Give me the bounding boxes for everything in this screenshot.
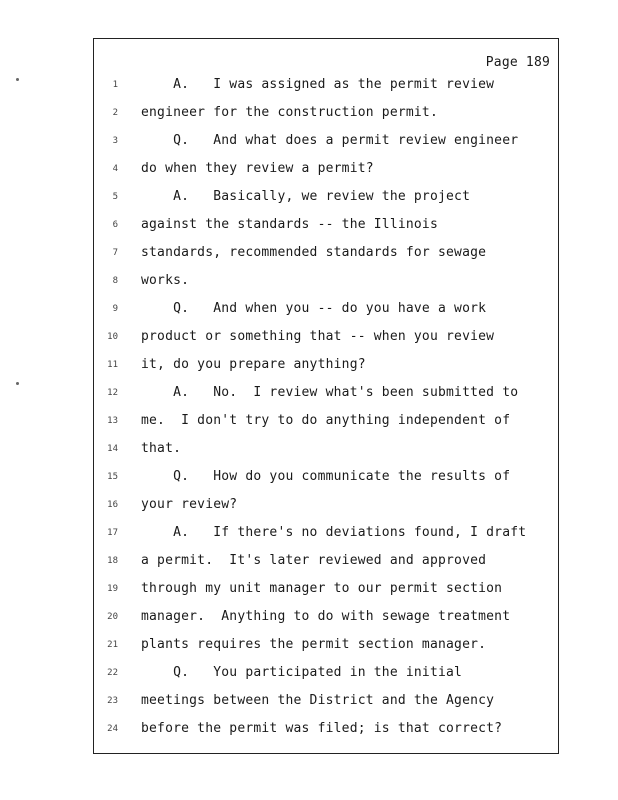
transcript-line xyxy=(94,467,558,487)
line-text: against the standards -- the Illinois xyxy=(141,217,438,232)
line-number: 4 xyxy=(112,164,118,174)
line-number: 18 xyxy=(107,556,118,566)
line-text: Q. You participated in the initial xyxy=(141,665,463,680)
line-text: that. xyxy=(141,441,182,456)
line-text: a permit. It's later reviewed and approved xyxy=(141,553,487,568)
line-number: 24 xyxy=(107,724,118,734)
transcript-line xyxy=(94,579,558,599)
line-number: 5 xyxy=(112,192,118,202)
transcript-line xyxy=(94,299,558,319)
line-text: Q. And when you -- do you have a work xyxy=(141,301,487,316)
line-text: A. I was assigned as the permit review xyxy=(141,77,495,92)
line-text: do when they review a permit? xyxy=(141,161,374,176)
line-text: A. Basically, we review the project xyxy=(141,189,471,204)
line-number: 23 xyxy=(107,696,118,706)
transcript-line xyxy=(94,691,558,711)
transcript-line xyxy=(94,663,558,683)
line-number: 6 xyxy=(112,220,118,230)
line-number: 17 xyxy=(107,528,118,538)
scan-mark xyxy=(16,78,19,81)
transcript-line xyxy=(94,439,558,459)
line-number: 2 xyxy=(112,108,118,118)
line-number: 22 xyxy=(107,668,118,678)
line-text: your review? xyxy=(141,497,238,512)
line-number: 1 xyxy=(112,80,118,90)
line-number: 11 xyxy=(107,360,118,370)
line-text: Q. How do you communicate the results of xyxy=(141,469,511,484)
transcript-line xyxy=(94,635,558,655)
line-text: me. I don't try to do anything independent of xyxy=(141,413,511,428)
line-text: meetings between the District and the Agency xyxy=(141,693,495,708)
line-text: A. If there's no deviations found, I draft xyxy=(141,525,527,540)
transcript-line xyxy=(94,383,558,403)
transcript-line xyxy=(94,495,558,515)
transcript-line xyxy=(94,159,558,179)
line-number: 12 xyxy=(107,388,118,398)
line-text: product or something that -- when you review xyxy=(141,329,495,344)
line-number: 19 xyxy=(107,584,118,594)
transcript-line xyxy=(94,75,558,95)
transcript-line xyxy=(94,271,558,291)
transcript-line xyxy=(94,411,558,431)
line-number: 10 xyxy=(107,332,118,342)
page-number: Page 189 xyxy=(485,55,550,70)
line-text: standards, recommended standards for sewage xyxy=(141,245,487,260)
line-number: 21 xyxy=(107,640,118,650)
line-text: A. No. I review what's been submitted to xyxy=(141,385,519,400)
transcript-line xyxy=(94,131,558,151)
line-number: 9 xyxy=(112,304,118,314)
transcript-line xyxy=(94,355,558,375)
line-text: Q. And what does a permit review engineer xyxy=(141,133,519,148)
transcript-line xyxy=(94,187,558,207)
transcript-line xyxy=(94,719,558,739)
line-text: it, do you prepare anything? xyxy=(141,357,366,372)
transcript-line xyxy=(94,103,558,123)
line-text: before the permit was filed; is that correct? xyxy=(141,721,503,736)
transcript-line xyxy=(94,551,558,571)
line-text: works. xyxy=(141,273,190,288)
line-number: 16 xyxy=(107,500,118,510)
line-text: engineer for the construction permit. xyxy=(141,105,438,120)
line-number: 15 xyxy=(107,472,118,482)
transcript-line xyxy=(94,523,558,543)
line-text: through my unit manager to our permit section xyxy=(141,581,503,596)
transcript-line xyxy=(94,215,558,235)
transcript-line xyxy=(94,243,558,263)
transcript-page xyxy=(93,38,559,754)
scan-mark xyxy=(16,382,19,385)
line-text: plants requires the permit section manager. xyxy=(141,637,487,652)
line-number: 8 xyxy=(112,276,118,286)
line-number: 13 xyxy=(107,416,118,426)
line-text: manager. Anything to do with sewage treatment xyxy=(141,609,511,624)
line-number: 7 xyxy=(112,248,118,258)
line-number: 3 xyxy=(112,136,118,146)
transcript-line xyxy=(94,607,558,627)
line-number: 14 xyxy=(107,444,118,454)
line-number: 20 xyxy=(107,612,118,622)
transcript-line xyxy=(94,327,558,347)
